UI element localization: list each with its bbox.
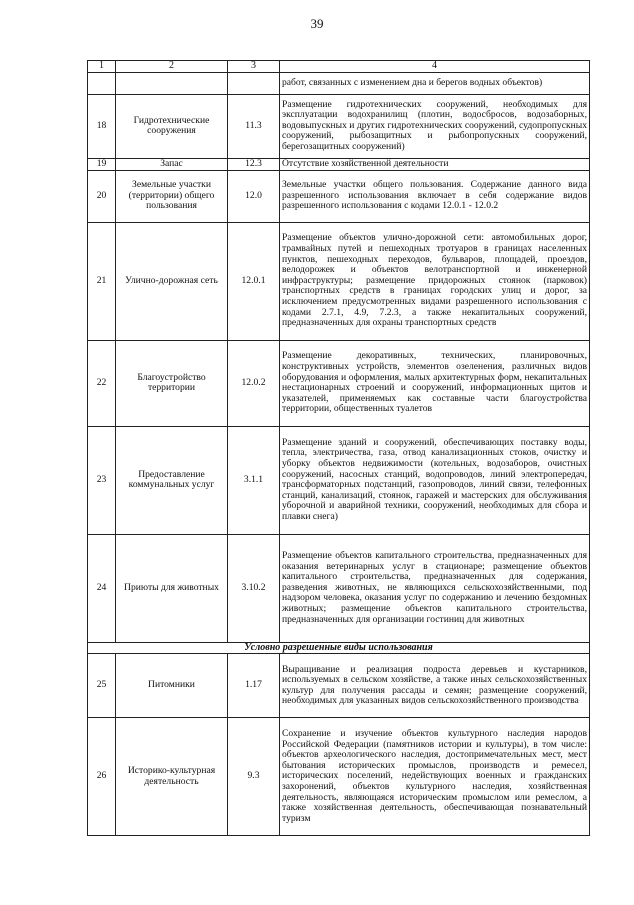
- row-number: 20: [88, 170, 116, 222]
- table-row: [88, 158, 590, 170]
- use-type-code: 3.1.1: [228, 426, 280, 534]
- use-type-description: Размещение объектов улично-дорожной сети: автомобильных дорог, трамвайных путей и пешеходных тротуаров в границах населенных пунктов, пешеходных переходов, бульваров, площадей, проездов, велодорожек и объектов велотранспортной и инженерной инфраструктуры; размещение придорожных стоянок (парковок) транспортных средств в границах городских улиц и дорог, за исключением предусмотренных видами разрешенного использования с кодами 2.7.1, 4.9, 7.2.3, а также некапитальных сооружений, предназначенных для охраны транспортных средств: [280, 222, 590, 340]
- table-row: [88, 340, 590, 426]
- use-type-description: Сохранение и изучение объектов культурного наследия народов Российской Федерации (памятников истории и культуры), в том числе: объектов археологического наследия, достопримечательных мест, мест бытования исторических промыслов, производств и ремесел, исторических поселений, недействующих военных и гражданских захоронений, объектов культурного наследия, хозяйственная деятельность, являющаяся историческим промыслом или ремеслом, а также хозяйственная деятельность, обеспечивающая познавательный туризм: [280, 718, 590, 836]
- use-type-name: Приюты для животных: [116, 534, 228, 642]
- row-number: [88, 72, 116, 94]
- use-type-code: 9.3: [228, 718, 280, 836]
- use-type-name: Запас: [116, 158, 228, 170]
- header-col-3: 3: [228, 61, 280, 73]
- use-type-code: 12.0: [228, 170, 280, 222]
- use-type-name: [116, 72, 228, 94]
- row-number: 19: [88, 158, 116, 170]
- use-type-description: Выращивание и реализация подроста деревьев и кустарников, используемых в сельском хозяйстве, а также иных сельскохозяйственных культур для получения рассады и семян; размещение сооружений, необходимых для указанных видов сельскохозяйственного производства: [280, 654, 590, 718]
- use-type-code: 12.0.2: [228, 340, 280, 426]
- row-number: 22: [88, 340, 116, 426]
- table-row: [88, 718, 590, 836]
- row-number: 25: [88, 654, 116, 718]
- use-type-description: Размещение декоративных, технических, планировочных, конструктивных устройств, элементов озеленения, различных видов оборудования и оформления, малых архитектурных форм, некапитальных нестационарных строений и сооружений, информационных щитов и указателей, применяемых как составные части благоустройства территории, общественных туалетов: [280, 340, 590, 426]
- use-type-code: 12.0.1: [228, 222, 280, 340]
- use-type-name: Благоустройство территории: [116, 340, 228, 426]
- use-type-code: 1.17: [228, 654, 280, 718]
- section-row: [88, 642, 590, 654]
- page-number: 39: [310, 16, 324, 31]
- header-col-2: 2: [116, 61, 228, 73]
- table-row: [88, 534, 590, 642]
- use-type-description: Отсутствие хозяйственной деятельности: [280, 158, 590, 170]
- use-type-code: [228, 72, 280, 94]
- use-type-name: Питомники: [116, 654, 228, 718]
- use-type-description: Земельные участки общего пользования. Содержание данного вида разрешенного использования включает в себя содержание видов разрешенного использования с кодами 12.0.1 - 12.0.2: [280, 170, 590, 222]
- row-number: 18: [88, 94, 116, 158]
- use-type-name: Земельные участки (территории) общего пользования: [116, 170, 228, 222]
- row-number: 26: [88, 718, 116, 836]
- use-type-description: работ, связанных с изменением дна и берегов водных объектов): [280, 72, 590, 94]
- header-col-1: 1: [88, 61, 116, 73]
- use-type-name: Предоставление коммунальных услуг: [116, 426, 228, 534]
- table-row: [88, 170, 590, 222]
- table-header-row: [88, 61, 590, 73]
- table-row: [88, 654, 590, 718]
- use-type-name: Гидротехнические сооружения: [116, 94, 228, 158]
- row-number: 24: [88, 534, 116, 642]
- use-type-code: 11.3: [228, 94, 280, 158]
- row-number: 23: [88, 426, 116, 534]
- use-type-code: 3.10.2: [228, 534, 280, 642]
- use-type-description: Размещение объектов капитального строительства, предназначенных для оказания ветеринарных услуг в стационаре; размещение объектов капитального строительства, предназначенных для содержания, разведения животных, не являющихся сельскохозяйственными, под надзором человека, оказания услуг по содержанию и лечению бездомных животных; размещение объектов капитального строительства, предназначенных для организации гостиниц для животных: [280, 534, 590, 642]
- table-row: [88, 426, 590, 534]
- use-type-name: Историко-культурная деятельность: [116, 718, 228, 836]
- use-type-description: Размещение гидротехнических сооружений, необходимых для эксплуатации водохранилищ (плотин, водосбросов, водозаборных, водовыпускных и других гидротехнических сооружений, судопропускных сооружений, рыбозащитных и рыбопропускных сооружений, берегозащитных сооружений): [280, 94, 590, 158]
- land-use-table: [87, 60, 590, 836]
- table-row: [88, 72, 590, 94]
- use-type-description: Размещение зданий и сооружений, обеспечивающих поставку воды, тепла, электричества, газа, отвод канализационных стоков, очистку и уборку объектов недвижимости (котельных, водозаборов, очистных сооружений, насосных станций, водопроводов, линий электропередач, трансформаторных подстанций, газопроводов, линий связи, телефонных станций, канализаций, стоянок, гаражей и мастерских для обслуживания уборочной и аварийной техники, сооружений, необходимых для сбора и плавки снега): [280, 426, 590, 534]
- header-col-4: 4: [280, 61, 590, 73]
- row-number: 21: [88, 222, 116, 340]
- use-type-name: Улично-дорожная сеть: [116, 222, 228, 340]
- use-type-code: 12.3: [228, 158, 280, 170]
- table-row: [88, 94, 590, 158]
- section-title: Условно разрешенные виды использования: [88, 642, 590, 654]
- table-row: [88, 222, 590, 340]
